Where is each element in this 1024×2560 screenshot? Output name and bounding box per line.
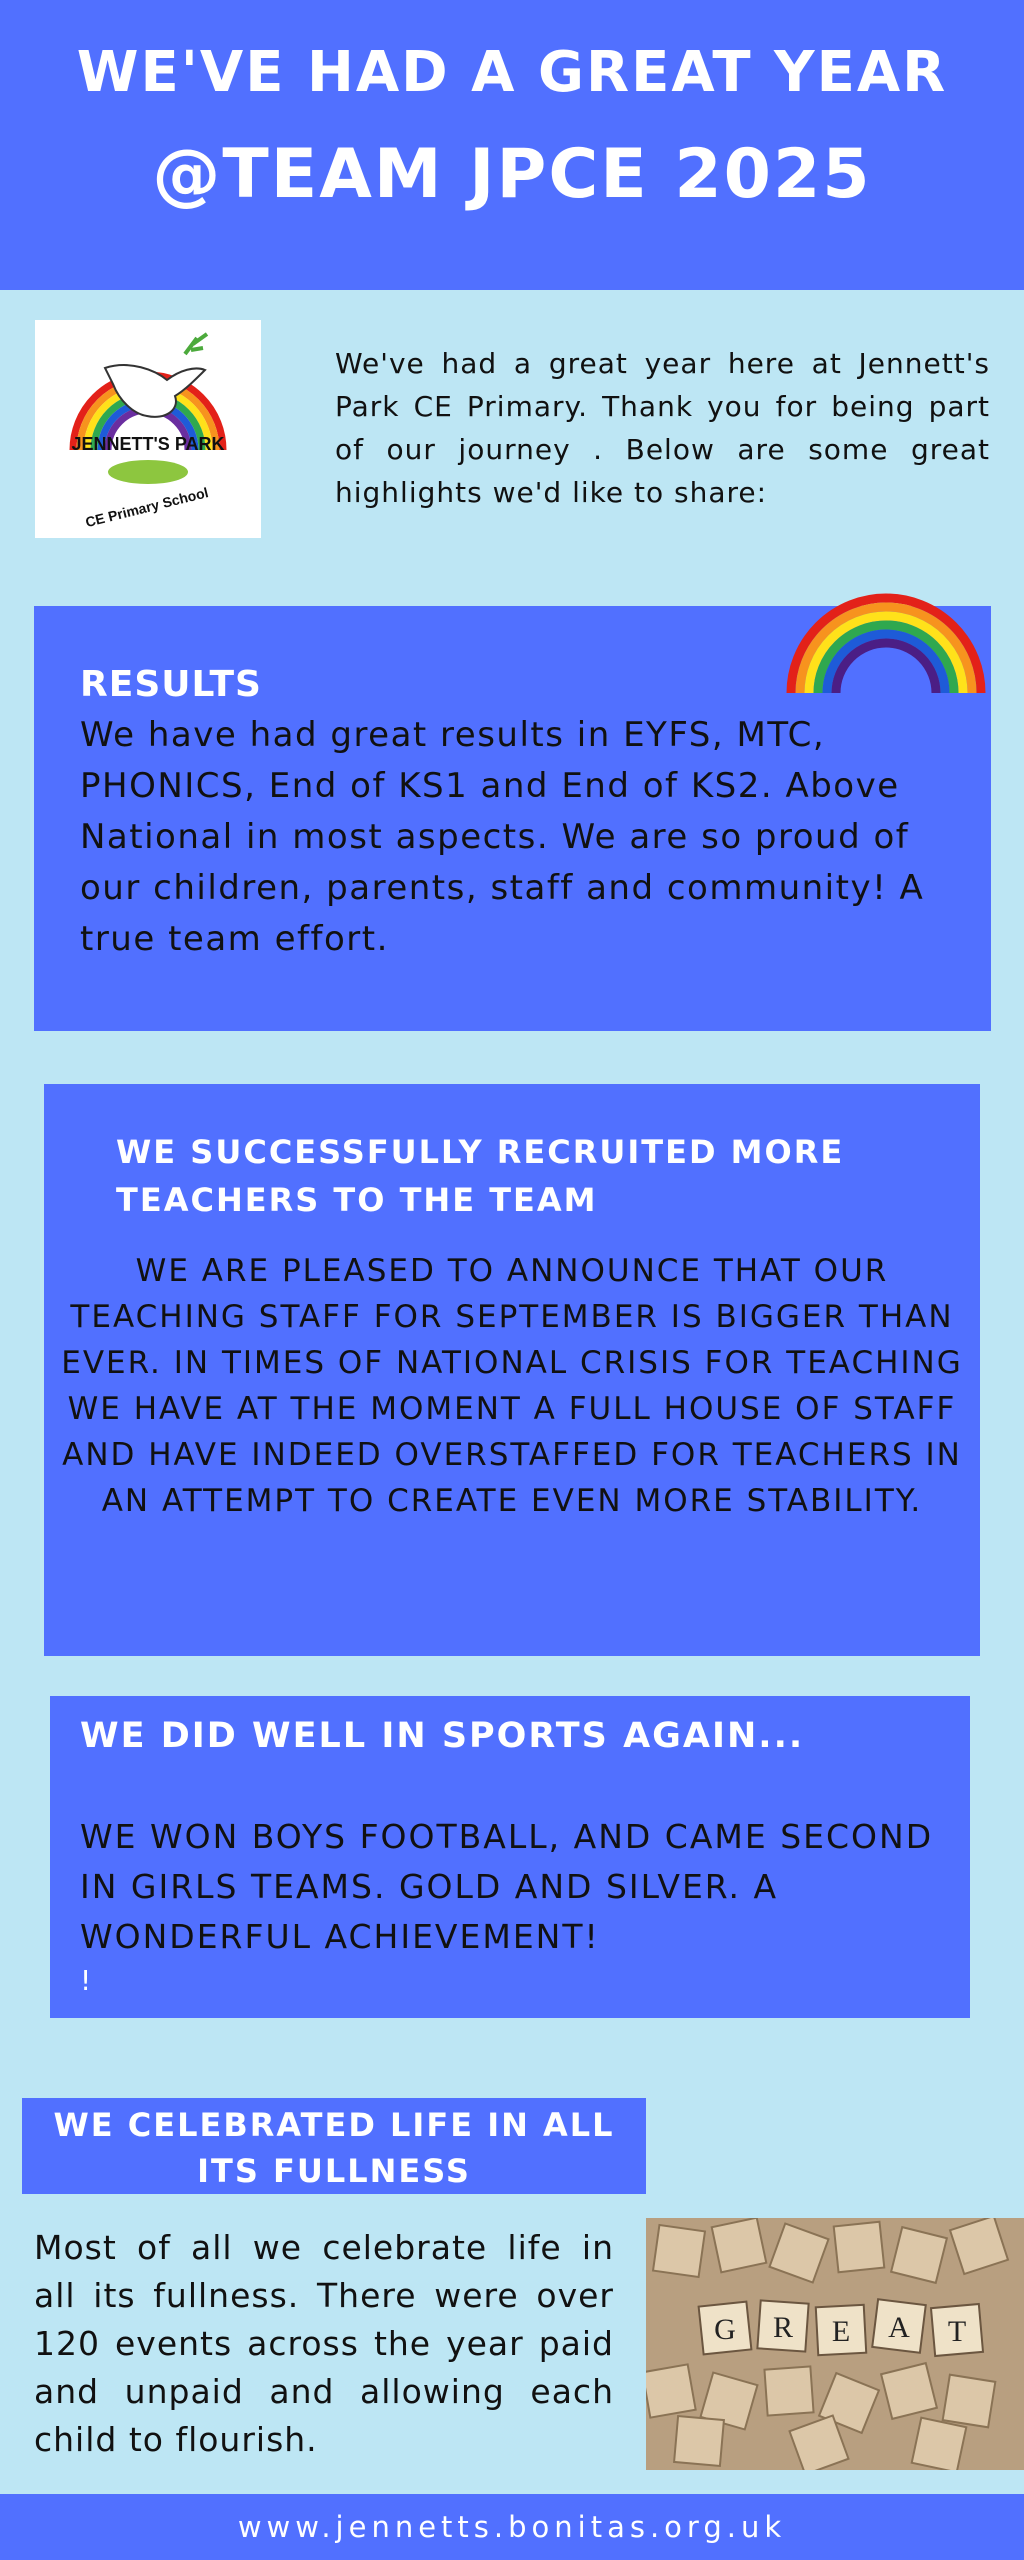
tile-letter-4: A	[888, 2311, 910, 2344]
tile-letter-5: T	[947, 2315, 967, 2348]
recruitment-text: WE ARE PLEASED TO ANNOUNCE THAT OUR TEACHING STAFF FOR SEPTEMBER IS BIGGER THAN EVER. IN TIMES OF NATIONAL CRISIS FOR TEACHING WE HAVE AT THE MOMENT A FULL HOUSE OF STAFF AND HAVE INDEED OVERSTAFFED FOR TEACHERS IN AN ATTEMPT TO CREATE EVEN MORE STABILITY.	[61, 1253, 963, 1519]
school-logo	[35, 320, 261, 538]
celebration-heading-box	[22, 2098, 646, 2194]
sports-section	[50, 1696, 970, 2018]
celebration-heading: WE CELEBRATED LIFE IN ALL ITS FULLNESS	[53, 2106, 615, 2190]
results-text: We have had great results in EYFS, MTC, PHONICS, End of KS1 and End of KS2. Above National in most aspects. We are so proud of our children, parents, staff and community! A true team effort.	[80, 715, 925, 959]
recruitment-section	[44, 1084, 980, 1656]
sports-text: WE WON BOYS FOOTBALL, AND CAME SECOND IN GIRLS TEAMS. GOLD AND SILVER. A WONDERFUL ACHIEVEMENT!	[80, 1817, 934, 1956]
great-tiles-photo	[646, 2218, 1024, 2470]
logo-icon	[35, 320, 261, 538]
footer-website[interactable]: www.jennetts.bonitas.org.uk	[0, 2494, 1024, 2560]
results-section	[34, 606, 991, 1031]
tiles-photo-icon	[646, 2218, 1024, 2470]
celebration-text: Most of all we celebrate life in all its fullness. There were over 120 events across the year paid and unpaid and allowing each child to flourish.	[34, 2228, 614, 2459]
rainbow-icon	[786, 588, 986, 698]
logo-school-sub: CE Primary School	[83, 484, 210, 531]
title-line-1: WE'VE HAD A GREAT YEAR	[76, 40, 948, 105]
tile-letter-1: G	[714, 2313, 736, 2346]
sports-heading: WE DID WELL IN SPORTS AGAIN...	[80, 1716, 805, 1756]
results-heading: RESULTS	[80, 664, 262, 705]
title-line-2: @TEAM JPCE 2025	[152, 135, 872, 214]
header-banner	[0, 0, 1024, 290]
tile-letter-3: E	[831, 2315, 851, 2348]
recruitment-heading: WE SUCCESSFULLY RECRUITED MORE TEACHERS TO THE TEAM	[116, 1133, 845, 1219]
intro-text: We've had a great year here at Jennett's Park CE Primary. Thank you for being part of our journey . Below are some great highlights we'd like to share:	[335, 347, 990, 509]
sports-extra-mark: !	[80, 1964, 92, 1997]
logo-school-name: JENNETT'S PARK	[71, 434, 225, 454]
tile-letter-2: R	[772, 2311, 794, 2344]
